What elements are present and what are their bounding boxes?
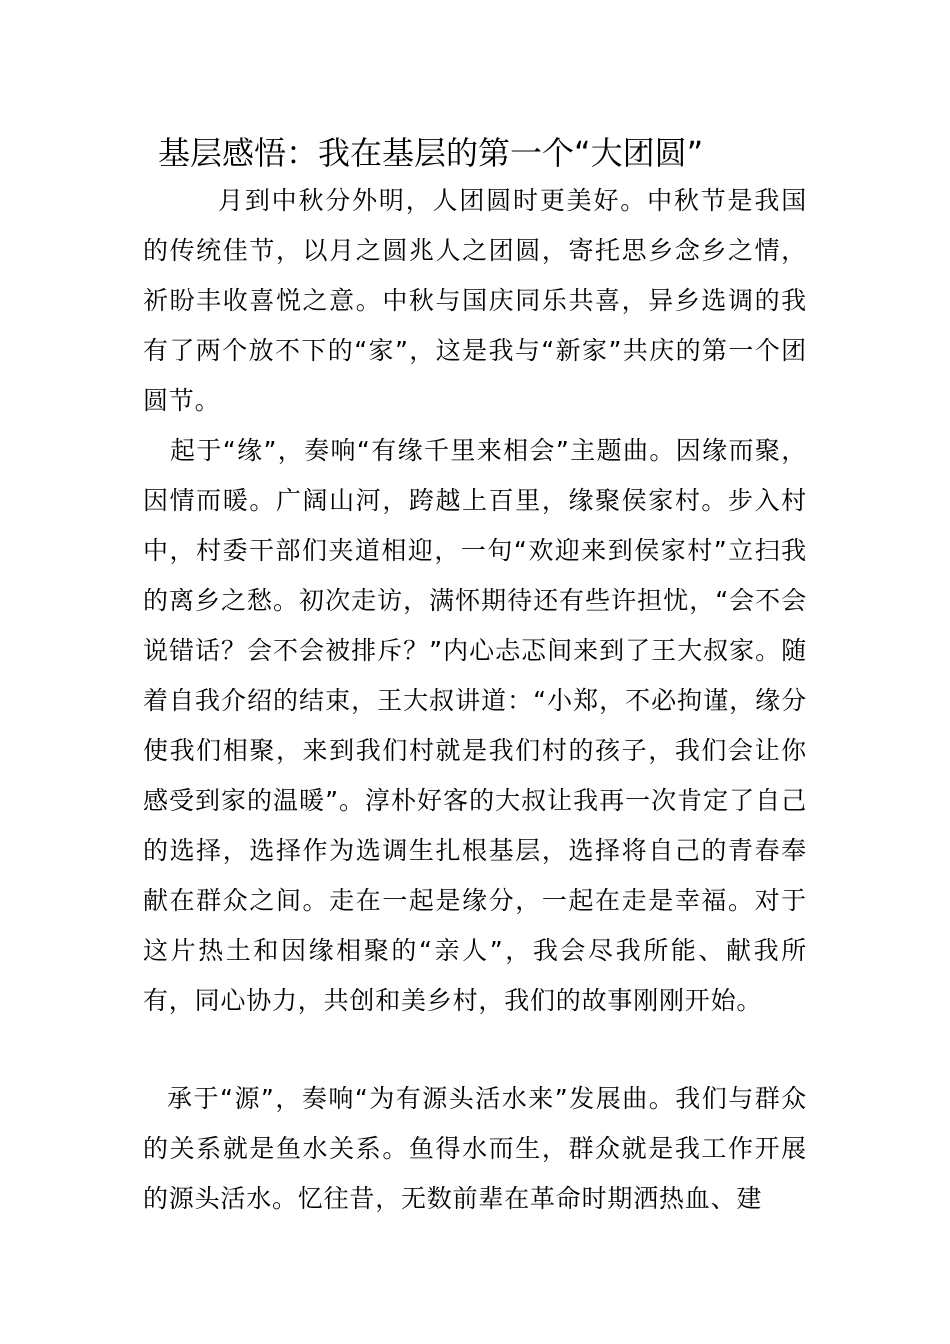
paragraph-mid-autumn-intro: 月到中秋分外明，人团圆时更美好。中秋节是我国的传统佳节，以月之圆兆人之团圆，寄托思乡念乡之情，祈盼丰收喜悦之意。中秋与国庆同乐共喜，异乡选调的我有了两个放不下的“家”，这是我与“新家”共庆的第一个团圆节。 [143,186,807,415]
paragraph-source: 承于“源”，奏响“为有源头活水来”发展曲。我们与群众的关系就是鱼水关系。鱼得水而生，群众就是我工作开展的源头活水。忆往昔，无数前辈在革命时期洒热血、建 [143,1084,807,1213]
paragraph-fate: 起于“缘”，奏响“有缘千里来相会”主题曲。因缘而聚，因情而暖。广阔山河，跨越上百里，缘聚侯家村。步入村中，村委干部们夹道相迎，一句“欢迎来到侯家村”立扫我的离乡之愁。初次走访，满怀期待还有些许担忧，“会不会说错话？会不会被排斥？”内心忐忑间来到了王大叔家。随着自我介绍的结束，王大叔讲道：“小郑，不必拘谨，缘分使我们相聚，来到我们村就是我们村的孩子，我们会让你感受到家的温暖”。淳朴好客的大叔让我再一次肯定了自己的选择，选择作为选调生扎根基层，选择将自己的青春奉献在群众之间。走在一起是缘分，一起在走是幸福。对于这片热土和因缘相聚的“亲人”，我会尽我所能、献我所有，同心协力，共创和美乡村，我们的故事刚刚开始。 [143,436,807,1015]
page-title: 基层感悟：我在基层的第一个“大团圆” [158,134,704,172]
